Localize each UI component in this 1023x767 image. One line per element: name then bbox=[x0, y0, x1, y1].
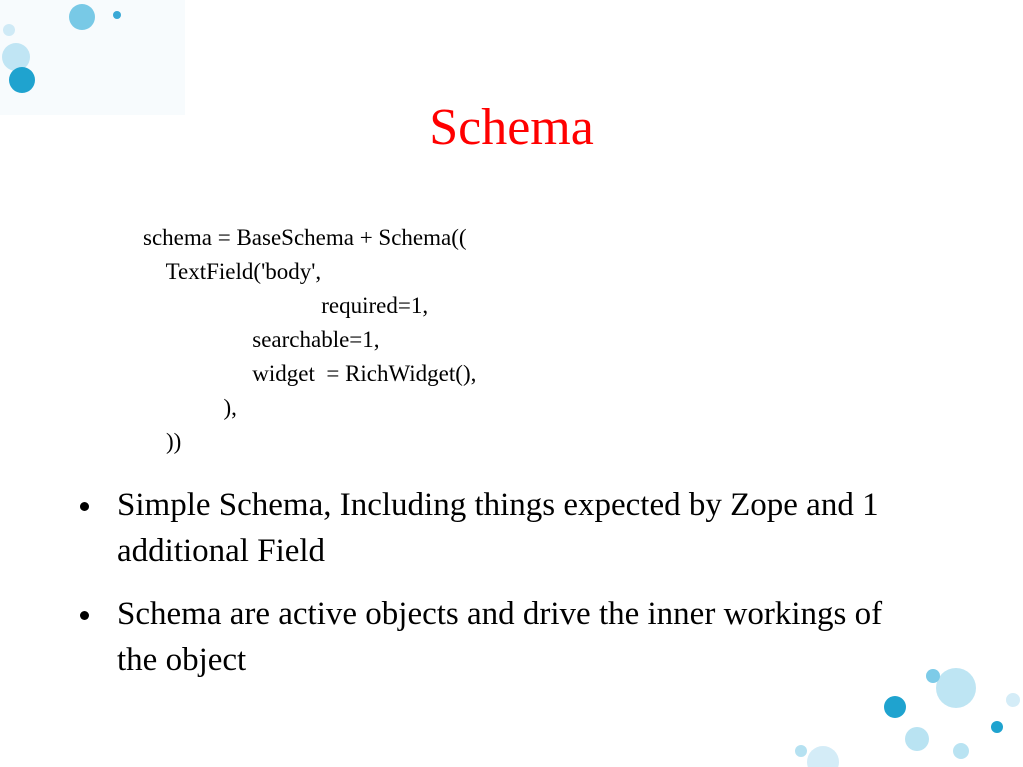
code-line: TextField('body', bbox=[143, 259, 322, 284]
dot bbox=[69, 4, 95, 30]
code-line: )) bbox=[143, 429, 182, 454]
bullet-text: Simple Schema, Including things expected by Zope and 1 additional Field bbox=[117, 487, 879, 569]
code-block bbox=[143, 221, 743, 459]
dot bbox=[1006, 693, 1020, 707]
dot bbox=[991, 721, 1003, 733]
code-line: searchable=1, bbox=[143, 327, 380, 352]
dot bbox=[905, 727, 929, 751]
dot bbox=[936, 668, 976, 708]
dot bbox=[807, 746, 839, 767]
code-line: required=1, bbox=[143, 293, 429, 318]
slide-title: Schema bbox=[429, 99, 594, 156]
dot bbox=[2, 43, 30, 71]
bullet-list bbox=[80, 482, 900, 700]
dot bbox=[3, 24, 15, 36]
dot bbox=[9, 67, 35, 93]
bullet-dot-icon bbox=[80, 502, 89, 511]
bullet-dot-icon bbox=[80, 611, 89, 620]
dot bbox=[795, 745, 807, 757]
code-line: schema = BaseSchema + Schema(( bbox=[143, 225, 467, 250]
code-line: ), bbox=[143, 395, 237, 420]
code-line: widget = RichWidget(), bbox=[143, 361, 477, 386]
bullet-text: Schema are active objects and drive the inner workings of the object bbox=[117, 596, 883, 678]
dot bbox=[926, 669, 940, 683]
bullet-item bbox=[80, 482, 900, 574]
dot bbox=[113, 11, 121, 19]
bullet-item bbox=[80, 591, 900, 683]
dot bbox=[953, 743, 969, 759]
